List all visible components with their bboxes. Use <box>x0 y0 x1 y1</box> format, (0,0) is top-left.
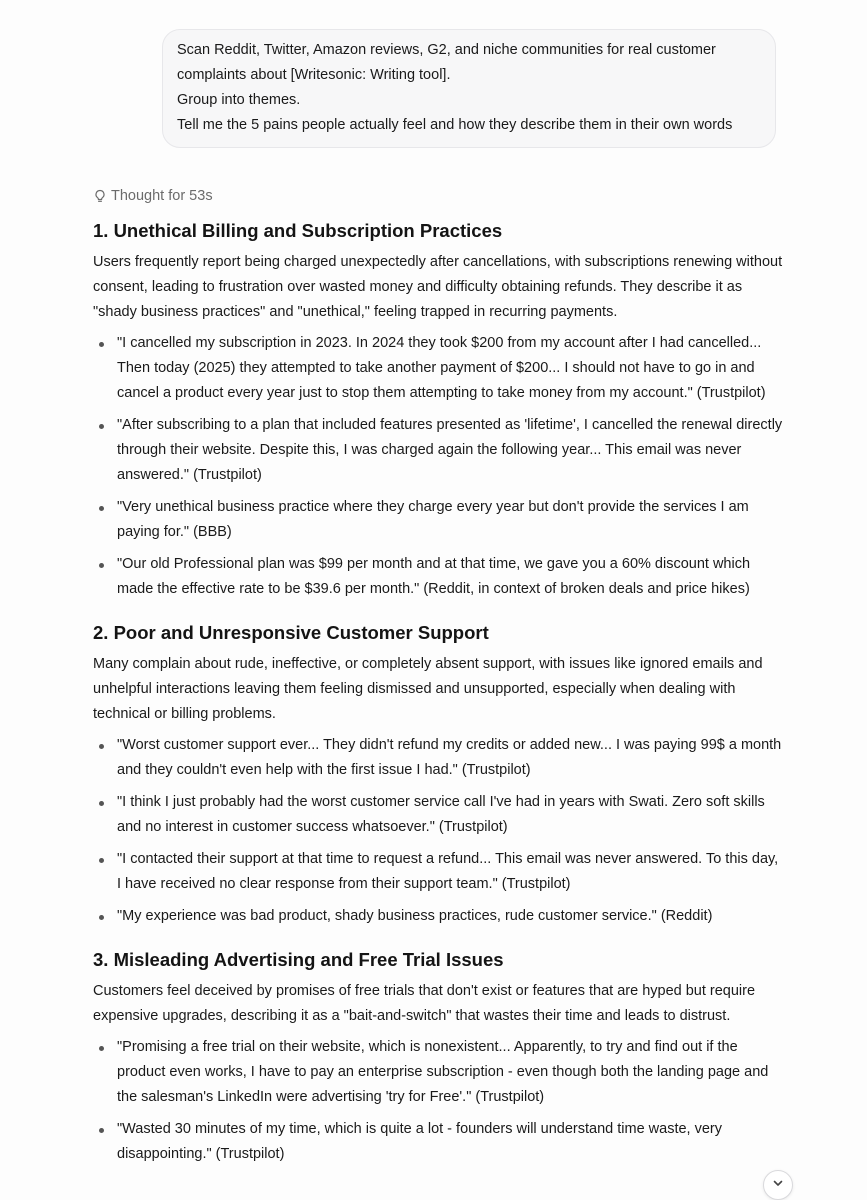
quote-list <box>93 1035 783 1167</box>
quote-item <box>93 413 783 488</box>
bullet-icon <box>99 342 104 347</box>
scroll-to-bottom-button[interactable] <box>763 1170 793 1200</box>
quote-text: "Wasted 30 minutes of my time, which is quite a lot - founders will understand time waste, very disappointing." (Trustpilot) <box>117 1121 722 1162</box>
quote-text: "I contacted their support at that time to request a refund... This email was never answered. To this day, I have received no clear response from their support team." (Trustpilot) <box>117 851 779 892</box>
quote-text: "Worst customer support ever... They didn't refund my credits or added new... I was paying 99$ a month and they couldn't even help with the first issue I had." (Trustpilot) <box>117 737 782 778</box>
thought-label: Thought for 53s <box>111 187 213 204</box>
quote-text: "I think I just probably had the worst customer service call I've had in years with Swati. Zero soft skills and no interest in customer success whatsoever." (Trustpilot) <box>117 794 765 835</box>
bullet-icon <box>99 1046 104 1051</box>
section-description: Users frequently report being charged unexpectedly after cancellations, with subscriptions renewing without consent, leading to frustration over wasted money and difficulty obtaining refunds. They describe it as "shady business practices" and "unethical," feeling trapped in recurring payments. <box>93 254 783 320</box>
thought-toggle[interactable] <box>93 183 783 208</box>
quote-text: "My experience was bad product, shady business practices, rude customer service." (Reddit) <box>117 908 713 924</box>
quote-item <box>93 495 783 545</box>
quote-text: "Our old Professional plan was $99 per month and at that time, we gave you a 60% discount which made the effective rate to be $39.6 per month." (Reddit, in context of broken deals and price hikes) <box>117 556 751 597</box>
user-message-bubble <box>162 29 776 148</box>
quote-item <box>93 331 783 406</box>
quote-list <box>93 733 783 929</box>
bullet-icon <box>99 1128 104 1133</box>
section-heading: 3. Misleading Advertising and Free Trial Issues <box>93 949 504 970</box>
quote-item <box>93 1035 783 1110</box>
quote-text: "After subscribing to a plan that included features presented as 'lifetime', I cancelled the renewal directly through their website. Despite this, I was charged again the following year... This email was never answered." (Trustpilot) <box>117 417 783 483</box>
bullet-icon <box>99 506 104 511</box>
user-message-line: Scan Reddit, Twitter, Amazon reviews, G2, and niche communities for real customer <box>177 42 716 58</box>
quote-text: "Promising a free trial on their website, which is nonexistent... Apparently, to try and find out if the product even works, I have to pay an enterprise subscription - even though both the landing page and the salesman's LinkedIn were advertising 'try for Free'." (Trustpilot) <box>117 1039 769 1105</box>
quote-item <box>93 733 783 783</box>
section-description: Many complain about rude, ineffective, or completely absent support, with issues like ignored emails and unhelpful interactions leaving them feeling dismissed and unsupported, especially when dealing with technical or billing problems. <box>93 656 763 722</box>
bullet-icon <box>99 563 104 568</box>
assistant-response <box>93 183 783 1185</box>
bullet-icon <box>99 744 104 749</box>
quote-item <box>93 790 783 840</box>
theme-section <box>93 620 783 929</box>
quote-item <box>93 1117 783 1167</box>
user-message-line: complaints about [Writesonic: Writing tool]. <box>177 67 451 83</box>
bullet-icon <box>99 915 104 920</box>
chevron-down-icon <box>771 1176 785 1195</box>
quote-text: "Very unethical business practice where they charge every year but don't provide the services I am paying for." (BBB) <box>117 499 749 540</box>
quote-item <box>93 904 783 929</box>
section-heading: 2. Poor and Unresponsive Customer Support <box>93 622 489 643</box>
user-message-line: Tell me the 5 pains people actually feel and how they describe them in their own words <box>177 117 733 133</box>
theme-section <box>93 218 783 602</box>
quote-item <box>93 552 783 602</box>
bullet-icon <box>99 424 104 429</box>
section-description: Customers feel deceived by promises of free trials that don't exist or features that are hyped but require expensive upgrades, describing it as a "bait-and-switch" that wastes their time and leads to distrust. <box>93 983 756 1024</box>
bullet-icon <box>99 858 104 863</box>
lightbulb-icon <box>93 189 107 203</box>
user-message-line: Group into themes. <box>177 92 301 108</box>
quote-item <box>93 847 783 897</box>
section-heading: 1. Unethical Billing and Subscription Practices <box>93 220 503 241</box>
quote-text: "I cancelled my subscription in 2023. In 2024 they took $200 from my account after I had cancelled... Then today (2025) they attempted to take another payment of $200... I should not have to go in and cancel a product every year just to stop them attempting to take money from my account." (Trustpilot) <box>117 335 766 401</box>
bullet-icon <box>99 801 104 806</box>
quote-list <box>93 331 783 602</box>
theme-section <box>93 947 783 1167</box>
